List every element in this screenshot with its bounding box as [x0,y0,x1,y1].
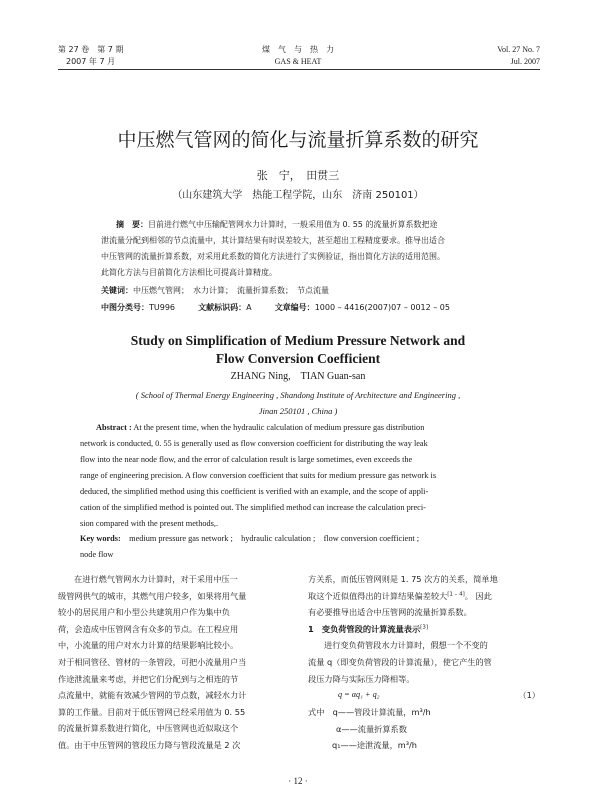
left-column-line: 中，小流量的用户对水力计算的结果影响比较小。 [58,640,239,651]
abstract-cn: 摘 要：目前进行燃气中压输配管网水力计算时，一般采用值为 0. 55 的流量折算系数把途 泄流量分配到相邻的节点流量中，其计算结果有时误差较大，甚至超出工程精度要求。推导出适合 中压管网的流量折算系数，对采用此系数的简化方法进行了实例验证，指出简化方法的适用范围。 此简化方法与目前简化方法相比可提高计算精度。 [101,220,445,277]
header-volume-issue: 第 27 卷 第 7 期 [58,45,124,54]
left-column-line: 级管网供气的城市，其燃气用户较多，如果将用气量 [58,590,247,601]
variable-definition: 式中 q——管段计算流量，m³/h [308,707,431,718]
header-date: 2007 年 7 月 [66,57,116,66]
right-column-line: 流量 q（即变负荷管段的计算流量），使它产生的管 [308,656,492,667]
header-journal-en: GAS & HEAT [274,57,322,66]
equation-number: （1） [518,690,540,701]
right-column-line: 方关系，而低压管网则是 1. 75 次方的关系，简单地 [308,574,498,584]
title-en-line2: Flow Conversion Coefficient [215,351,381,366]
citation-ref: [1 – 4] [447,590,465,597]
left-column-line: 的流量折算系数进行简化，中压管网也近似取这个 [58,723,239,734]
variable-definition: q₁——途泄流量，m³/h [332,740,417,751]
abstract-cn-label: 摘 要： [116,220,148,229]
title-cn: 中压燃气管网的简化与流量折算系数的研究 [117,129,479,151]
left-column-line: 作途泄流量来考虑，并把它们分配到与之相连的节 [58,673,239,684]
title-en-line1: Study on Simplification of Medium Pressure Network and [130,333,466,348]
affiliation-en-line2: Jinan 250101 , China ) [258,406,338,416]
keywords-en-label: Key words: [80,534,121,543]
section-heading [308,621,540,638]
right-column-line: 取这个近似值得出的计算结果偏差较大[1 – 4]。 因此 [308,590,492,601]
left-column-line: 对于相同管径、管材的一条管段，可把小流量用户当 [58,656,247,667]
equation-row [308,687,540,704]
clc-number: TU996 [149,303,176,312]
classification-line: 中图分类号：TU996 文献标识码：A 文章编号：1000 – 4416(2007)07 – 0012 – 05 [101,303,450,312]
keywords-cn-label: 关键词： [101,286,133,295]
left-column [58,571,288,754]
right-column-line: 进行变负荷管段水力计算时，假想一个不变的 [324,640,488,651]
header-journal-cn: 煤 气 与 热 力 [262,45,334,54]
left-column-line: 较小的居民用户和小型公共建筑用户作为集中负 [58,607,230,618]
left-column-line: 在进行燃气管网水力计算时，对于采用中压一 [74,574,238,584]
left-column-line: 点流量中，就能有效减少管网的节点数，减轻水力计 [58,690,247,701]
right-column-line: 有必要推导出适合中压管网的流量折算系数。 [308,607,472,618]
authors-cn: 张 宁， 田贯三 [256,169,340,182]
right-column-line: 段压力降与实际压力降相等。 [308,673,415,684]
abstract-en-label: Abstract : [96,423,132,432]
document-code: A [246,303,252,312]
equation: q = αq₁ + q₂ [338,690,380,700]
keywords-cn: 关键词：中压燃气管网； 水力计算； 流量折算系数； 节点流量 [101,286,329,295]
section-citation: [3] [420,624,428,631]
authors-en: ZHANG Ning, TIAN Guan-san [230,371,366,382]
page-number: · 12 · [288,776,308,786]
keywords-en: Key words: medium pressure gas network ; hydraulic calculation ; flow conversion coefficient ; node flow [80,534,420,559]
header-rule [58,69,540,70]
right-column [308,571,540,754]
variable-definition: α——流量折算系数 [336,723,407,734]
article-number: 1000 – 4416(2007)07 – 0012 – 05 [314,303,450,312]
left-column-line: 算的工作量。目前对于低压管网已经采用值为 0. 55 [58,706,246,717]
abstract-en: Abstract : At the present time, when the hydraulic calculation of medium pressure gas distribution network is conducted, 0. 55 is generally used as flow conversion coefficient for distributing the way leak flow into the near node flow, and the error of calculation result is large sometimes, even exceeds the range of engineering precision. A flow conversion coefficient that suits for medium pressure gas network is deduced, the simplified method using this coefficient is verified with an example, and the scope of appli- cation of the simplified method is pointed out. The simplified method can increase the calculation preci- sion compared with the present methods,. [80,423,437,528]
left-column-line: 荷，会造成中压管网含有众多的节点。在工程应用 [58,623,239,634]
section-title: 变负荷管段的计算流量表示 [321,623,421,634]
where-label: 式中 [308,707,325,718]
affiliation-cn: （山东建筑大学 热能工程学院，山东 济南 250101） [172,190,424,201]
header-date-en: Jul. 2007 [510,57,540,66]
left-column-line: 值。由于中压管网的管段压力降与管段流量是 2 次 [58,739,241,750]
affiliation-en-line1: ( School of Thermal Energy Engineering , Shandong Institute of Architecture and Engineering , [135,390,461,400]
section-number: 1 [308,623,314,634]
header-volume-en: Vol. 27 No. 7 [497,45,540,54]
